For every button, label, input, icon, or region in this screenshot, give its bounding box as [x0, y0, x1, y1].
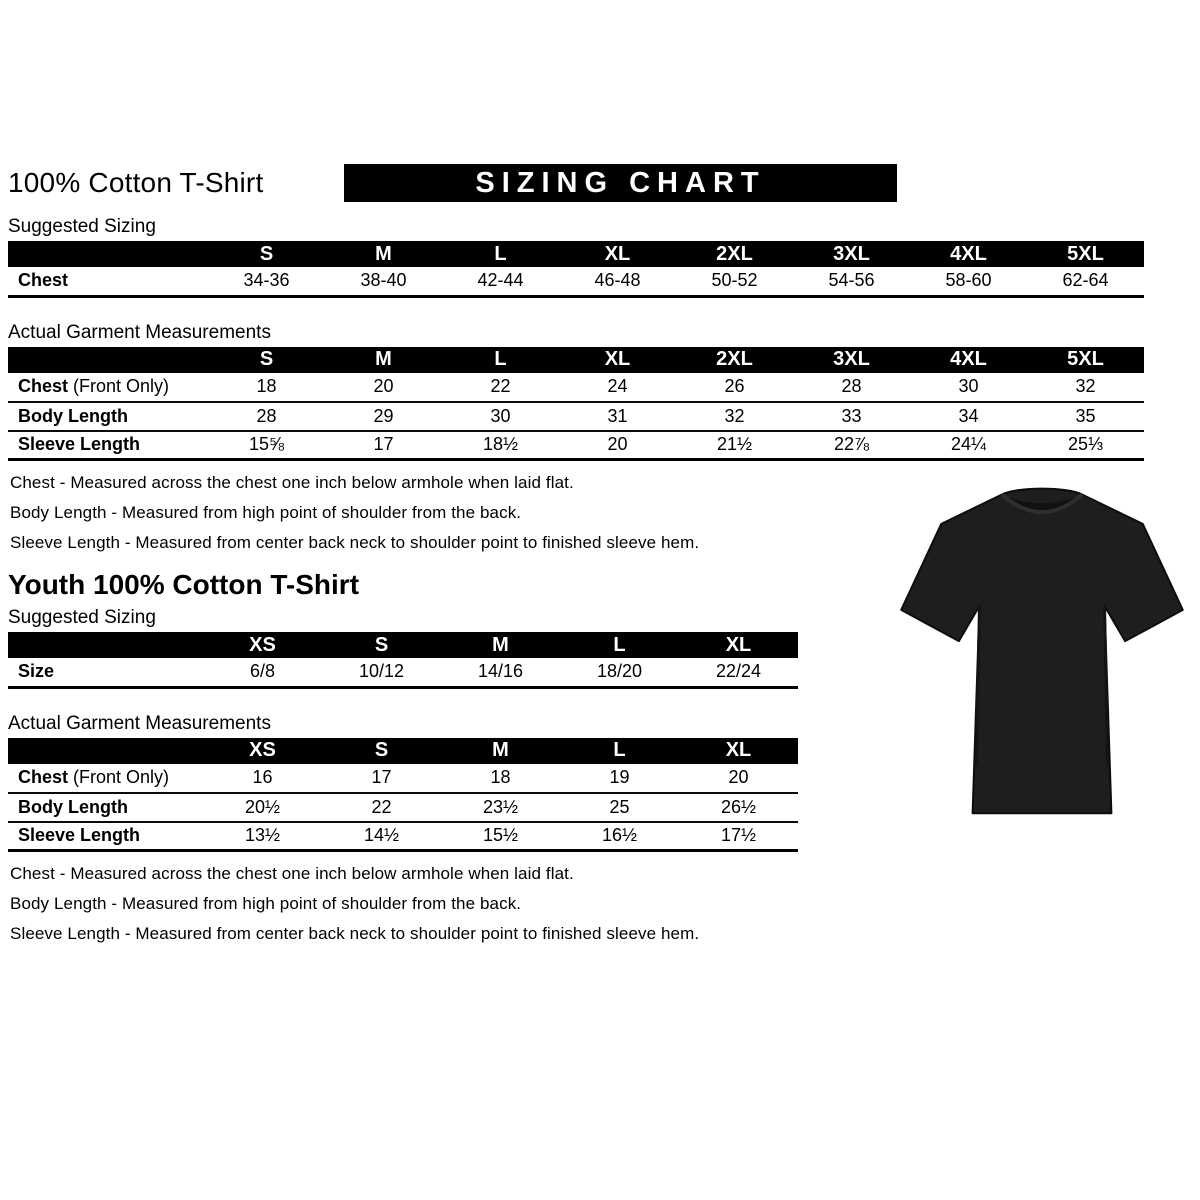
table-row	[8, 402, 1144, 431]
measurement-cell: 33	[841, 405, 862, 426]
measurement-cell: 15⅝	[248, 434, 285, 455]
size-column-header: XL	[679, 738, 798, 764]
youth-actual-measurements-label: Actual Garment Measurements	[8, 712, 271, 734]
note-sleeve-length: Sleeve Length - Measured from center back neck to shoulder point to finished sleeve hem.	[10, 533, 700, 552]
measurement-cell: 14½	[363, 825, 400, 846]
measurement-cell: 62-64	[1062, 270, 1109, 291]
measurement-cell: 28	[841, 376, 862, 396]
size-column-header: XL	[559, 241, 676, 267]
table-header-row	[8, 241, 1144, 267]
adult-suggested-sizing-label: Suggested Sizing	[8, 216, 156, 237]
measurement-cell: 17	[371, 767, 392, 787]
measurement-cell: 22	[371, 796, 392, 817]
measurement-cell: 30	[958, 376, 979, 396]
size-column-header: M	[325, 347, 442, 373]
note-body-length: Body Length - Measured from high point of shoulder from the back.	[10, 894, 522, 913]
measurement-cell: 17½	[720, 825, 757, 846]
table-row	[8, 658, 798, 687]
corner-cell	[8, 241, 208, 267]
measurement-cell: 20	[607, 434, 628, 455]
row-label: Chest	[18, 270, 69, 291]
measurement-cell: 30	[490, 405, 511, 426]
row-label: Body Length	[18, 405, 128, 426]
measurement-cell: 23½	[482, 796, 519, 817]
youth-suggested-sizing-label: Suggested Sizing	[8, 607, 156, 628]
measurement-cell: 17	[373, 434, 394, 455]
measurement-cell: 29	[373, 405, 394, 426]
table-row	[8, 822, 798, 851]
note-body-length: Body Length - Measured from high point of shoulder from the back.	[10, 503, 522, 522]
youth-actual-table	[8, 738, 798, 853]
row-label: Sleeve Length	[18, 434, 141, 455]
measurement-cell: 26½	[720, 796, 757, 817]
youth-measurement-notes	[8, 864, 1160, 944]
corner-cell	[8, 738, 203, 764]
table-header-row	[8, 347, 1144, 373]
size-column-header: L	[442, 347, 559, 373]
table-row	[8, 764, 798, 793]
tshirt-image	[893, 473, 1191, 825]
size-column-header: 4XL	[910, 241, 1027, 267]
measurement-cell: 25⅓	[1067, 434, 1104, 455]
table-header-row	[8, 632, 798, 658]
measurement-cell: 31	[607, 405, 628, 426]
size-column-header: 3XL	[793, 347, 910, 373]
measurement-cell: 16	[252, 767, 273, 787]
page-title: 100% Cotton T-Shirt	[8, 167, 264, 198]
size-column-header: 4XL	[910, 347, 1027, 373]
note-chest: Chest - Measured across the chest one inch below armhole when laid flat.	[10, 864, 574, 883]
row-label: Size	[18, 661, 55, 682]
size-column-header: S	[208, 241, 325, 267]
table-header-row	[8, 738, 798, 764]
measurement-cell: 6/8	[249, 661, 276, 682]
measurement-cell: 24¼	[950, 434, 987, 455]
size-column-header: 5XL	[1027, 347, 1144, 373]
measurement-cell: 22⅞	[833, 434, 870, 455]
measurement-cell: 58-60	[945, 270, 992, 291]
size-column-header: S	[322, 632, 441, 658]
size-column-header: XS	[203, 632, 322, 658]
sizing-chart-banner: SIZING CHART	[344, 164, 897, 202]
size-column-header: M	[441, 632, 560, 658]
measurement-cell: 22	[490, 376, 511, 396]
size-column-header: XS	[203, 738, 322, 764]
measurement-cell: 34	[958, 405, 979, 426]
size-column-header: S	[208, 347, 325, 373]
measurement-cell: 26	[724, 376, 745, 396]
row-label: Chest (Front Only)	[18, 376, 170, 396]
note-sleeve-length: Sleeve Length - Measured from center back neck to shoulder point to finished sleeve hem.	[10, 924, 700, 943]
size-column-header: XL	[679, 632, 798, 658]
size-column-header: 5XL	[1027, 241, 1144, 267]
size-column-header: 2XL	[676, 347, 793, 373]
measurement-cell: 18½	[482, 434, 519, 455]
measurement-cell: 18	[256, 376, 277, 396]
size-column-header: M	[325, 241, 442, 267]
measurement-cell: 10/12	[358, 661, 405, 682]
measurement-cell: 19	[609, 767, 630, 787]
row-label: Body Length	[18, 796, 128, 817]
measurement-cell: 32	[724, 405, 745, 426]
adult-actual-measurements-label: Actual Garment Measurements	[8, 321, 271, 343]
measurement-cell: 32	[1075, 376, 1096, 396]
size-column-header: S	[322, 738, 441, 764]
youth-title: Youth 100% Cotton T-Shirt	[8, 569, 360, 600]
measurement-cell: 35	[1075, 405, 1096, 426]
adult-suggested-table	[8, 241, 1144, 298]
table-row	[8, 267, 1144, 296]
table-row	[8, 793, 798, 822]
size-column-header: 2XL	[676, 241, 793, 267]
measurement-cell: 16½	[601, 825, 638, 846]
size-column-header: L	[560, 632, 679, 658]
measurement-cell: 18	[490, 767, 511, 787]
row-label: Chest (Front Only)	[18, 767, 170, 787]
adult-header-row	[8, 164, 1160, 210]
measurement-cell: 24	[607, 376, 628, 396]
measurement-cell: 21½	[716, 434, 753, 455]
measurement-cell: 46-48	[594, 270, 641, 291]
adult-actual-table	[8, 347, 1144, 462]
measurement-cell: 18/20	[596, 661, 643, 682]
measurement-cell: 13½	[244, 825, 281, 846]
note-chest: Chest - Measured across the chest one inch below armhole when laid flat.	[10, 473, 574, 492]
measurement-cell: 20½	[244, 796, 281, 817]
measurement-cell: 25	[609, 796, 630, 817]
youth-suggested-table	[8, 632, 798, 689]
measurement-cell: 28	[256, 405, 277, 426]
measurement-cell: 50-52	[711, 270, 758, 291]
tshirt-graphic	[893, 473, 1191, 825]
measurement-cell: 38-40	[360, 270, 407, 291]
measurement-cell: 20	[728, 767, 749, 787]
corner-cell	[8, 632, 203, 658]
size-column-header: L	[560, 738, 679, 764]
measurement-cell: 22/24	[715, 661, 762, 682]
size-column-header: 3XL	[793, 241, 910, 267]
size-column-header: M	[441, 738, 560, 764]
corner-cell	[8, 347, 208, 373]
table-row	[8, 373, 1144, 402]
measurement-cell: 54-56	[828, 270, 875, 291]
table-row	[8, 431, 1144, 460]
measurement-cell: 34-36	[243, 270, 290, 291]
measurement-cell: 42-44	[477, 270, 524, 291]
row-label: Sleeve Length	[18, 825, 141, 846]
measurement-cell: 15½	[482, 825, 519, 846]
size-column-header: XL	[559, 347, 676, 373]
measurement-cell: 14/16	[477, 661, 524, 682]
measurement-cell: 20	[373, 376, 394, 396]
size-column-header: L	[442, 241, 559, 267]
